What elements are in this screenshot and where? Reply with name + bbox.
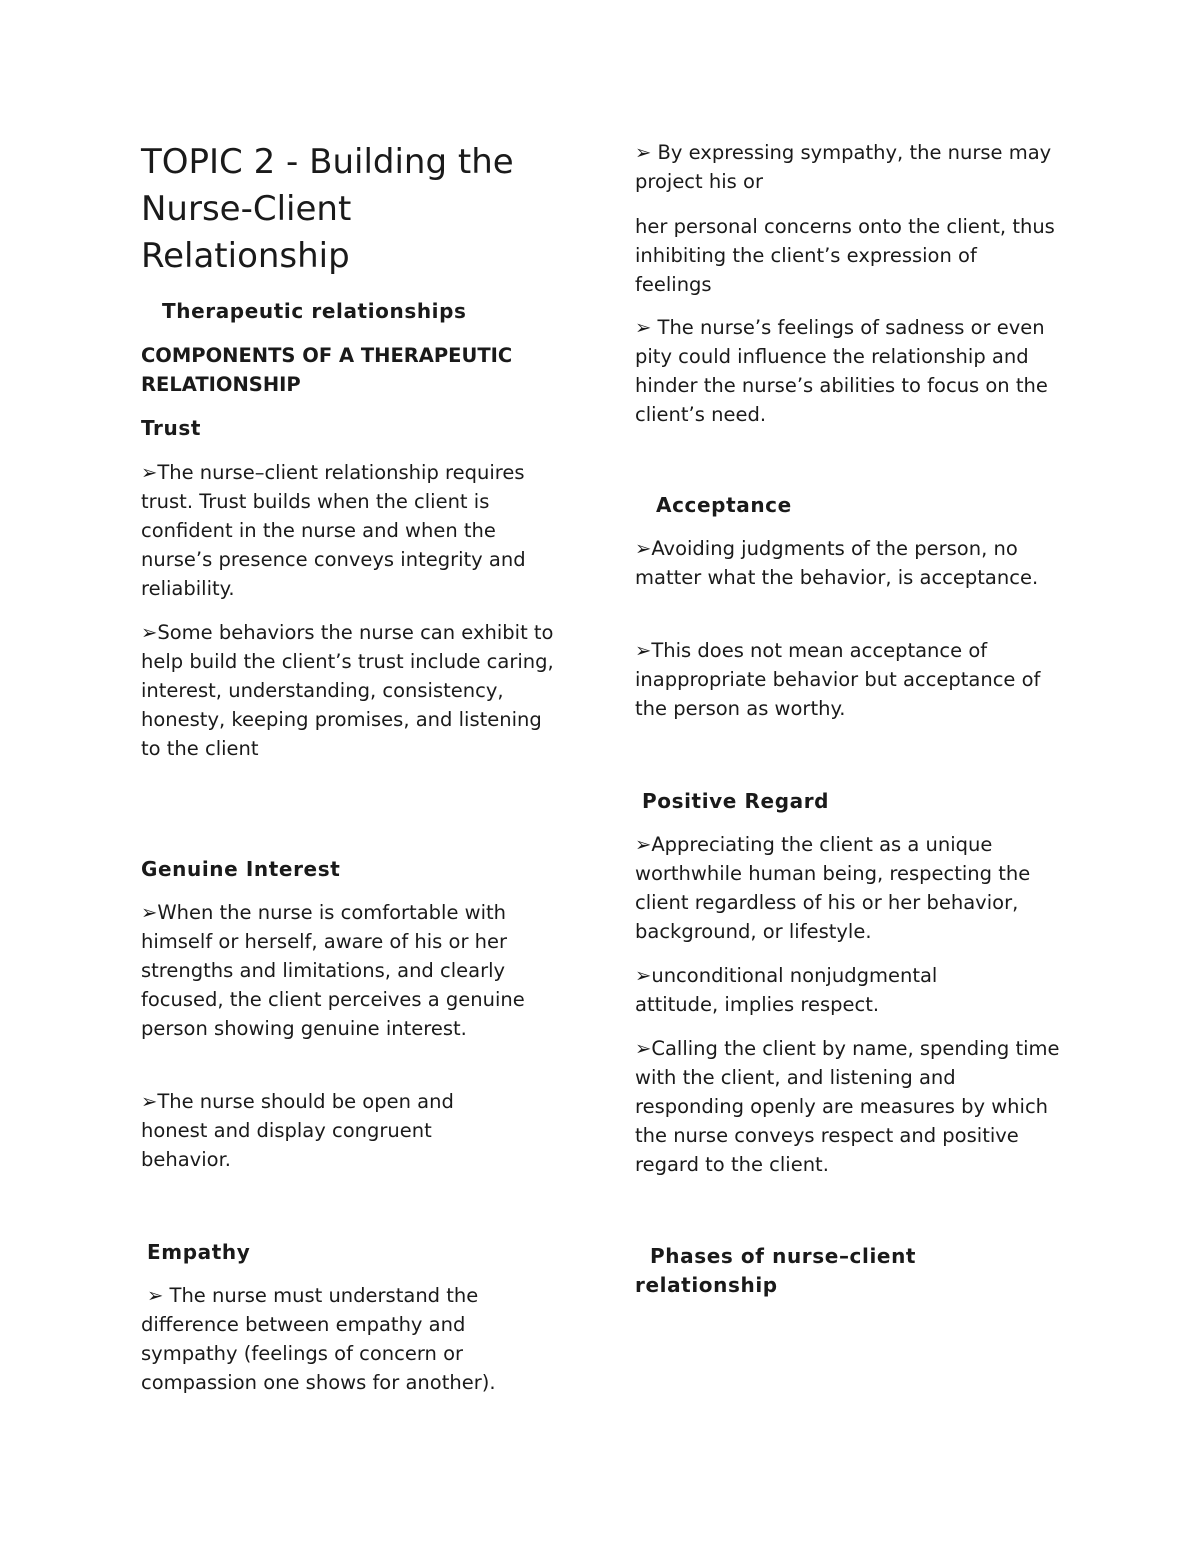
positive-paragraph-2: ➢unconditional nonjudgmental attitude, implies respect. xyxy=(635,964,938,1016)
empathy-cont-paragraph-1: ➢ By expressing sympathy, the nurse may project his or xyxy=(635,141,1052,193)
trust-paragraph-1: ➢The nurse–client relationship requires trust. Trust builds when the client is confident in the nurse and when the nurse’s presence conveys integrity and reliability. xyxy=(141,461,526,600)
acceptance-paragraph-2: ➢This does not mean acceptance of inappropriate behavior but acceptance of the person as worthy. xyxy=(635,639,1041,720)
heading-acceptance: Acceptance xyxy=(656,493,792,517)
genuine-paragraph-1: ➢When the nurse is comfortable with himself or herself, aware of his or her strengths and limitations, and clearly focused, the client perceives a genuine person showing genuine interest. xyxy=(141,901,525,1040)
genuine-paragraph-2: ➢The nurse should be open and honest and display congruent behavior. xyxy=(141,1090,454,1171)
heading-phases: Phases of nurse–client relationship xyxy=(635,1244,917,1297)
positive-paragraph-3: ➢Calling the client by name, spending time with the client, and listening and responding openly are measures by which the nurse conveys respect and positive regard to the client. xyxy=(635,1037,1060,1176)
positive-paragraph-1: ➢Appreciating the client as a unique worthwhile human being, respecting the client regardless of his or her behavior, background, or lifestyle. xyxy=(635,833,1031,943)
heading-genuine-interest: Genuine Interest xyxy=(141,857,341,881)
heading-trust: Trust xyxy=(141,416,202,440)
empathy-paragraph-1: ➢ The nurse must understand the difference between empathy and sympathy (feelings of concern or compassion one shows for another). xyxy=(141,1284,496,1394)
trust-paragraph-2: ➢Some behaviors the nurse can exhibit to help build the client’s trust include caring, interest, understanding, consistency, honesty, keeping promises, and listening to the client xyxy=(141,621,554,760)
page-title: TOPIC 2 - Building the Nurse-Client Relationship xyxy=(141,142,514,276)
acceptance-paragraph-1: ➢Avoiding judgments of the person, no matter what the behavior, is acceptance. xyxy=(635,537,1039,589)
empathy-cont-paragraph-3: ➢ The nurse’s feelings of sadness or even pity could influence the relationship and hinder the nurse’s abilities to focus on the client’s need. xyxy=(635,316,1048,426)
empathy-cont-paragraph-2: her personal concerns onto the client, thus inhibiting the client’s expression of feelings xyxy=(635,215,1055,296)
subheading-therapeutic: Therapeutic relationships xyxy=(162,299,467,323)
heading-empathy: Empathy xyxy=(147,1240,251,1264)
heading-positive-regard: Positive Regard xyxy=(642,789,830,813)
components-heading: COMPONENTS OF A THERAPEUTIC RELATIONSHIP xyxy=(141,344,513,396)
